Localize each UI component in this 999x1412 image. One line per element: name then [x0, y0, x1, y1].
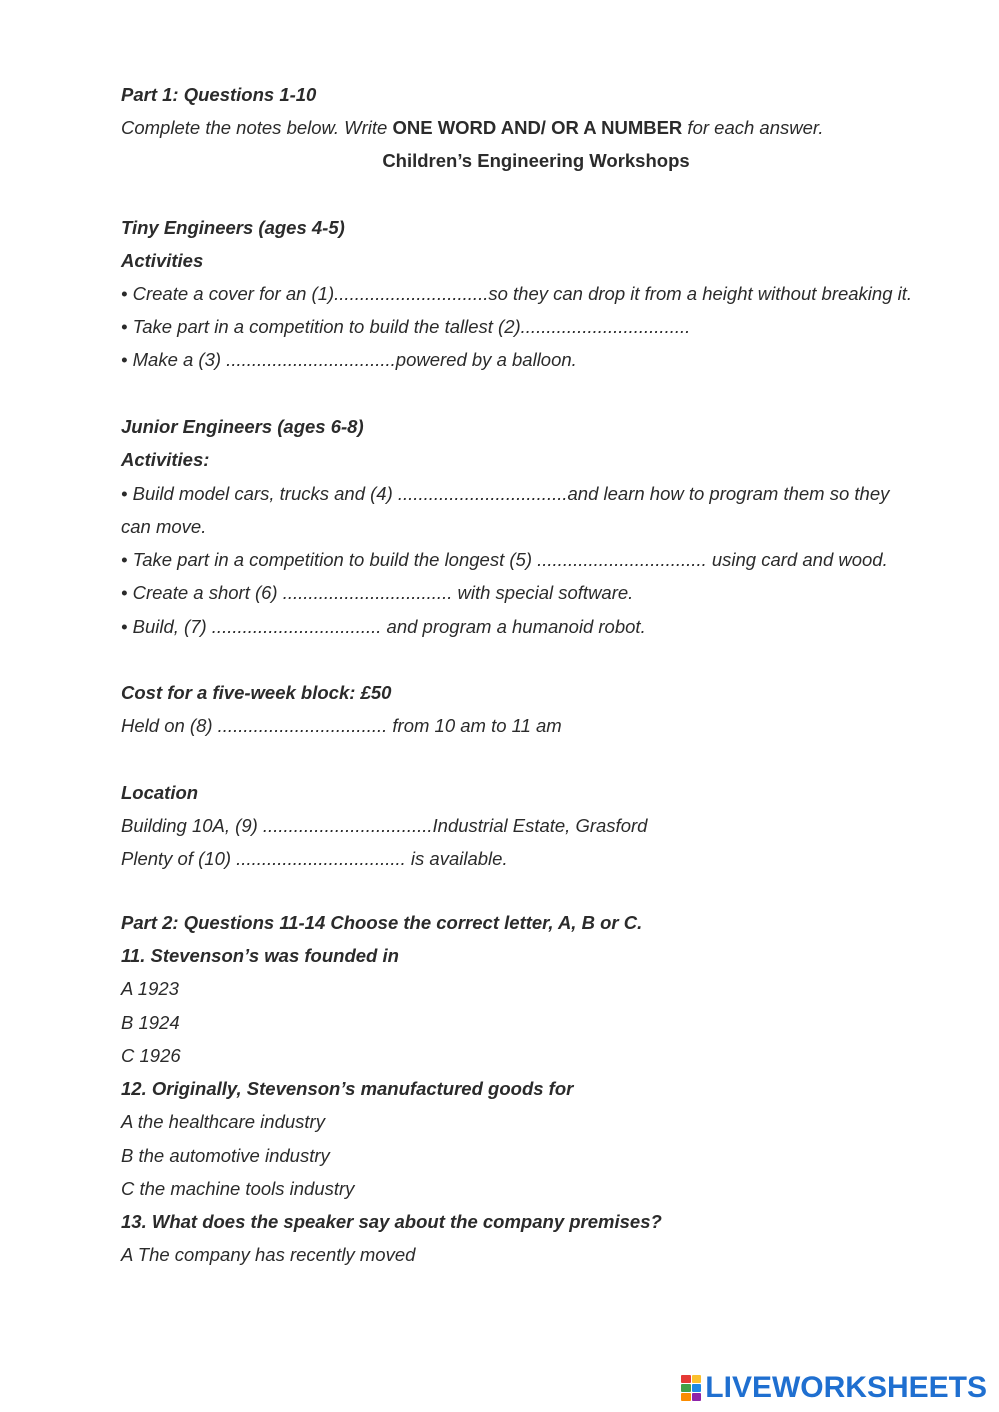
part1-heading: Part 1: Questions 1-10 [121, 84, 317, 105]
question-3-line: • Make a (3) .................................powered by a balloon. [121, 349, 577, 370]
question-4-continuation: can move. [121, 516, 207, 537]
question-10-line: Plenty of (10) ................................. is available. [121, 848, 508, 869]
part2-heading: Part 2: Questions 11-14 Choose the correct letter, A, B or C. [121, 912, 643, 933]
question-7-line: • Build, (7) ................................. and program a humanoid robot. [121, 616, 646, 637]
question-6-line: • Create a short (6) ................................. with special software. [121, 582, 634, 603]
question-5-line: • Take part in a competition to build the longest (5) ................................. using card and wood. [121, 549, 888, 570]
question-13: 13. What does the speaker say about the company premises? [121, 1211, 662, 1232]
question-9-line: Building 10A, (9) .................................Industrial Estate, Grasford [121, 815, 648, 836]
part1-instruction [121, 119, 824, 138]
instruction-text-end: for each answer. [682, 117, 824, 138]
question-4-line: • Build model cars, trucks and (4) .................................and learn how to program them so they [121, 483, 890, 504]
location-heading: Location [121, 782, 199, 803]
question-13-option-a: A The company has recently moved [121, 1244, 416, 1265]
junior-engineers-heading: Junior Engineers (ages 6-8) [121, 416, 364, 437]
question-12: 12. Originally, Stevenson’s manufactured goods for [121, 1078, 574, 1099]
question-12-option-c: C the machine tools industry [121, 1178, 355, 1199]
instruction-emphasis: ONE WORD AND/ OR A NUMBER [392, 117, 683, 138]
question-2-line: • Take part in a competition to build the tallest (2)................................. [121, 316, 691, 337]
question-12-option-a: A the healthcare industry [121, 1111, 325, 1132]
question-12-option-b: B the automotive industry [121, 1145, 330, 1166]
question-11-option-c: C 1926 [121, 1045, 181, 1066]
cost-heading: Cost for a five-week block: £50 [121, 682, 392, 703]
question-11: 11. Stevenson’s was founded in [121, 945, 399, 966]
junior-activities-label: Activities: [121, 449, 210, 470]
question-11-option-a: A 1923 [121, 978, 179, 999]
logo-blocks-icon [681, 1375, 701, 1401]
liveworksheets-logo [681, 1371, 987, 1405]
tiny-activities-label: Activities [121, 250, 204, 271]
question-11-option-b: B 1924 [121, 1012, 180, 1033]
logo-wordmark: LIVEWORKSHEETS [705, 1371, 987, 1404]
tiny-engineers-heading: Tiny Engineers (ages 4-5) [121, 217, 345, 238]
instruction-text-start: Complete the notes below. Write [121, 117, 393, 138]
question-8-line: Held on (8) ................................. from 10 am to 11 am [121, 715, 562, 736]
question-1-line: • Create a cover for an (1)..............................so they can drop it from a height without breaking it. [121, 283, 913, 304]
worksheet-title: Children’s Engineering Workshops [382, 150, 690, 171]
